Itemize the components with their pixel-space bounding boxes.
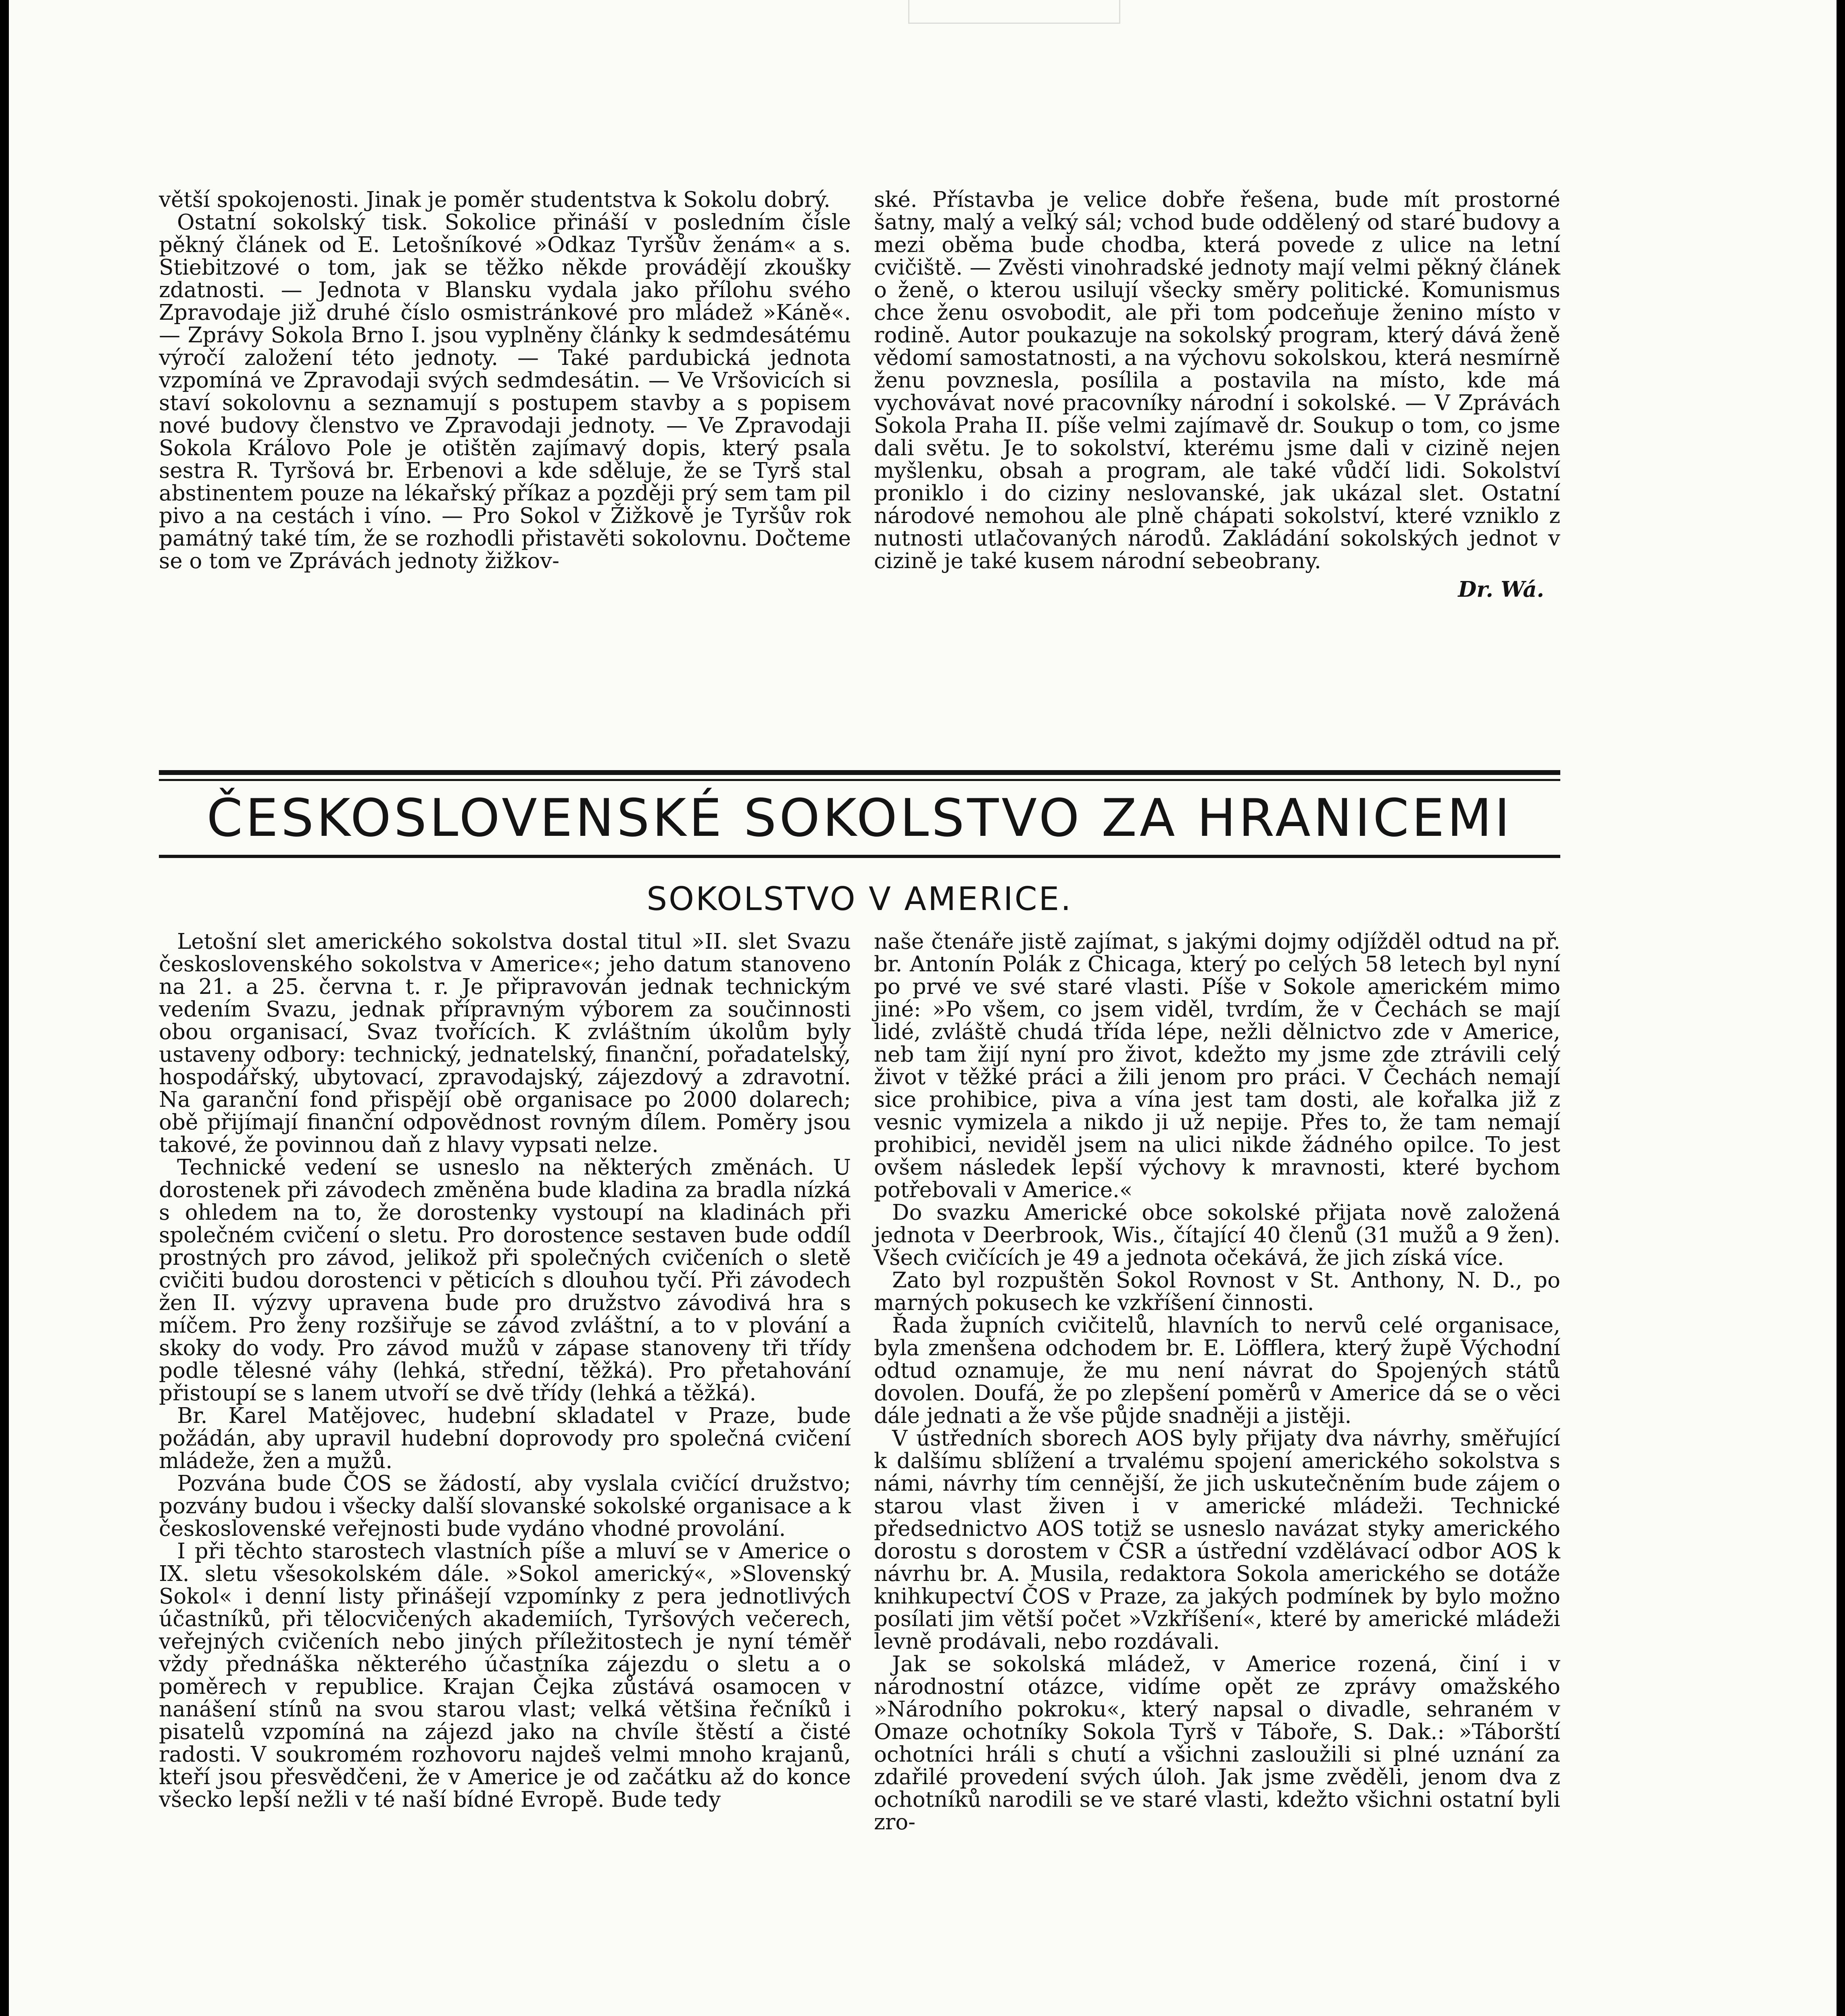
top-right-column [874,189,1560,601]
page [9,0,1837,2016]
section-rule-under [159,855,1560,858]
section-rule-thick [159,770,1560,775]
paragraph: Jak se sokolská mládež, v Americe rozená, činí i v národnostní otázce, vidíme opět ze zprávy omažského »Národního pokroku«, který napsal o divadle, sehraném v Omaze ochotníky Sokola Tyrš v Táboře, S. Dak.: »Táborští ochotníci hráli s chutí a všichni zasloužili si plné uznání za zdařilé provedení svých úloh. Jak jsme zvěděli, jenom dva z ochotníků narodili se ve staré vlasti, kdežto všichni ostatní byli zro- [874,1652,1560,1835]
paragraph: Do svazku Americké obce sokolské přijata nově založená jednota v Deerbrook, Wis., čítající 40 členů (31 mužů a 9 žen). Všech cvičících je 49 a jednota očekává, že jich získá více. [874,1200,1560,1270]
article-right-column [874,931,1560,1834]
paragraph: Pozvána bude ČOS se žádostí, aby vyslala cvičící družstvo; pozvány budou i všecky další slovanské sokolské organisace a k československé veřejnosti bude vydáno vhodné provolání. [159,1471,851,1541]
article-title: SOKOLSTVO V AMERICE. [646,880,1073,918]
scan-header-mark [908,0,1120,24]
article-left-column [159,931,851,1811]
paragraph: Br. Karel Matějovec, hudební skladatel v Praze, bude požádán, aby upravil hudební doprovody pro společná cvičení mládeže, žen a mužů. [159,1404,851,1473]
paragraph: naše čtenáře jistě zajímat, s jakými dojmy odjížděl odtud na př. br. Antonín Polák z Chicaga, který po celých 58 letech byl nyní po prvé ve své staré vlasti. Píše v Sokole americkém mimo jiné: »Po všem, co jsem viděl, tvrdím, že v Čechách se mají lidé, zvláště chudá třída lépe, nežli dělnictvo zde v Americe, neb tam žijí nyní pro život, kdežto my jsme zde ztrávili celý život v těžké práci a žili jenom pro práci. V Čechách nemají sice prohibice, piva a vína jest tam dosti, ale kořalka již z vesnic vymizela a nikdo ji už nepije. Přes to, že tam nemají prohibici, neviděl jsem na ulici nikde žádného opilce. To jest ovšem následek lepší výchovy k mravnosti, které bychom potřebovali v Americe.« [874,929,1560,1202]
paragraph: Zato byl rozpuštěn Sokol Rovnost v St. Anthony, N. D., po marných pokusech ke vzkříšení činnosti. [874,1268,1560,1315]
paragraph: Technické vedení se usneslo na některých změnách. U dorostenek při závodech změněna bude kladina za bradla nízká s ohledem na to, že dorostenky vystoupí na kladinách při společném cvičení o sletu. Pro dorostence sestaven bude oddíl prostných pro závod, jelikož při společných cvičeních o sletě cvičiti budou dorostenci v pěticích s dlouhou tyčí. Při závodech žen II. výzvy upravena bude pro družstvo závodivá hra s míčem. Pro ženy rozšiřuje se závod zvláštní, a to v plování a skoky do vody. Pro závod mužů v zápase stanoveny tři třídy podle tělesné váhy (lehká, střední, těžká). Pro přetahování přistoupí se s lanem utvoří se dvě třídy (lehká a těžká). [159,1155,851,1406]
top-left-column [159,189,851,573]
paragraph: Ostatní sokolský tisk. Sokolice přináší v posledním čísle pěkný článek od E. Letošníkové »Odkaz Tyršův ženám« a s. Stiebitzové o tom, jak se těžko někde provádějí zkoušky zdatnosti. — Jednota v Blansku vydala jako přílohu svého Zpravodaje již druhé číslo osmistránkové pro mládež »Káně«. — Zprávy Sokola Brno I. jsou vyplněny články k sedmdesátému výročí založení této jednoty. — Také pardubická jednota vzpomíná ve Zpravodaji svých sedmdesátin. — Ve Vršovicích si staví sokolovnu a seznamují s postupem stavby a s popisem nové budovy členstvo ve Zpravodaji jednoty. — Ve Zpravodaji Sokola Královo Pole je otištěn zajímavý dopis, který psala sestra R. Tyršová br. Erbenovi a kde sděluje, že se Tyrš stal abstinentem pouze na lékařský příkaz a později prý sem tam pil pivo a na cestách i víno. — Pro Sokol v Žižkově je Tyršův rok památný také tím, že se rozhodli přistavěti sokolovnu. Dočteme se o tom ve Zprávách jednoty žižkov- [159,210,851,573]
paragraph: ské. Přístavba je velice dobře řešena, bude mít prostorné šatny, malý a velký sál; vchod bude oddělený od staré budovy a mezi oběma bude chodba, která povede z ulice na letní cvičiště. — Zvěsti vinohradské jednoty mají velmi pěkný článek o ženě, o kterou usilují všecky směry politické. Komunismus chce ženu osvobodit, ale při tom podceňuje ženino místo v rodině. Autor poukazuje na sokolský program, který dává ženě vědomí samostatnosti, a na výchovu sokolskou, která nesmírně ženu povznesla, posílila a postavila na místo, kde má vychovávat nové pracovníky národní i sokolské. — V Zprávách Sokola Praha II. píše velmi zajímavě dr. Soukup o tom, co jsme dali světu. Je to sokolství, kterému jsme dali v cizině nejen myšlenku, obsah a program, ale také vůdčí lidi. Sokolství proniklo i do ciziny neslovanské, jak ukázal slet. Ostatní národové nemohou ale plně chápati sokolství, které vzniklo z nutnosti utlačovaných národů. Zakládání sokolských jednot v cizině je také kusem národní sebeobrany. [874,187,1560,573]
paragraph: větší spokojenosti. Jinak je poměr studentstva k Sokolu dobrý. [159,187,831,212]
paragraph: Řada župních cvičitelů, hlavních to nervů celé organisace, byla zmenšena odchodem br. E. Löfflera, který župě Východní odtud oznamuje, že mu není návrat do Spojených států dovolen. Doufá, že po zlepšení poměrů v Americe dá se o věci dále jednati a že vše půjde snadněji a jistěji. [874,1313,1560,1428]
section-rule-thin [159,779,1560,781]
section-title: ČESKOSLOVENSKÉ SOKOLSTVO ZA HRANICEMI [206,788,1513,848]
paragraph: V ústředních sborech AOS byly přijaty dva návrhy, směřující k dalšímu sblížení a trvalému spojení amerického sokolstva s námi, návrhy tím cennější, že jich uskutečněním bude zájem o starou vlast živen i v americké mládeži. Technické předsednictvo AOS totiž se usneslo navázat styky amerického dorostu s dorostem v ČSR a ústřední vzdělávací odbor AOS k návrhu br. A. Musila, redaktora Sokola amerického se dotáže knihkupectví ČOS v Praze, za jakých podmínek by bylo možno posílati jim větší počet »Vzkříšení«, které by americké mládeži levně prodávali, nebo rozdávali. [874,1426,1560,1654]
author-signature: Dr. Wá. [1458,577,1544,602]
paragraph: I při těchto starostech vlastních píše a mluví se v Americe o IX. sletu všesokolském dále. »Sokol americký«, »Slovenský Sokol« i denní listy přinášejí vzpomínky z pera jednotlivých účastníků, při tělocvičených akademiích, Tyršových večerech, veřejných cvičeních nebo jiných příležitostech je nyní téměř vždy přednáška některého účastníka zájezdu o sletu a o poměrech v republice. Krajan Čejka zůstává osamocen v nanášení stínů na svou starou vlast; velká většina řečníků i pisatelů vzpomíná na zájezd jako na chvíle štěstí a čisté radosti. V soukromém rozhovoru najdeš velmi mnoho krajanů, kteří jsou přesvědčeni, že v Americe je od začátku až do konce všecko lepší nežli v té naší bídné Evropě. Bude tedy [159,1539,851,1812]
paragraph: Letošní slet amerického sokolstva dostal titul »II. slet Svazu československého sokolstva v Americe«; jeho datum stanoveno na 21. a 25. června t. r. Je připravován jednak technickým vedením Svazu, jednak přípravným výborem za součinnosti obou organisací, Svaz tvořících. K zvláštním úkolům byly ustaveny odbory: technický, jednatelský, finanční, pořadatelský, hospodářský, ubytovací, zpravodajský, zájezdový a zdravotní. Na garanční fond přispějí obě organisace po 2000 dolarech; obě přijímají finanční odpovědnost rovným dílem. Poměry jsou takové, že povinnou daň z hlavy vypsati nelze. [159,929,851,1157]
